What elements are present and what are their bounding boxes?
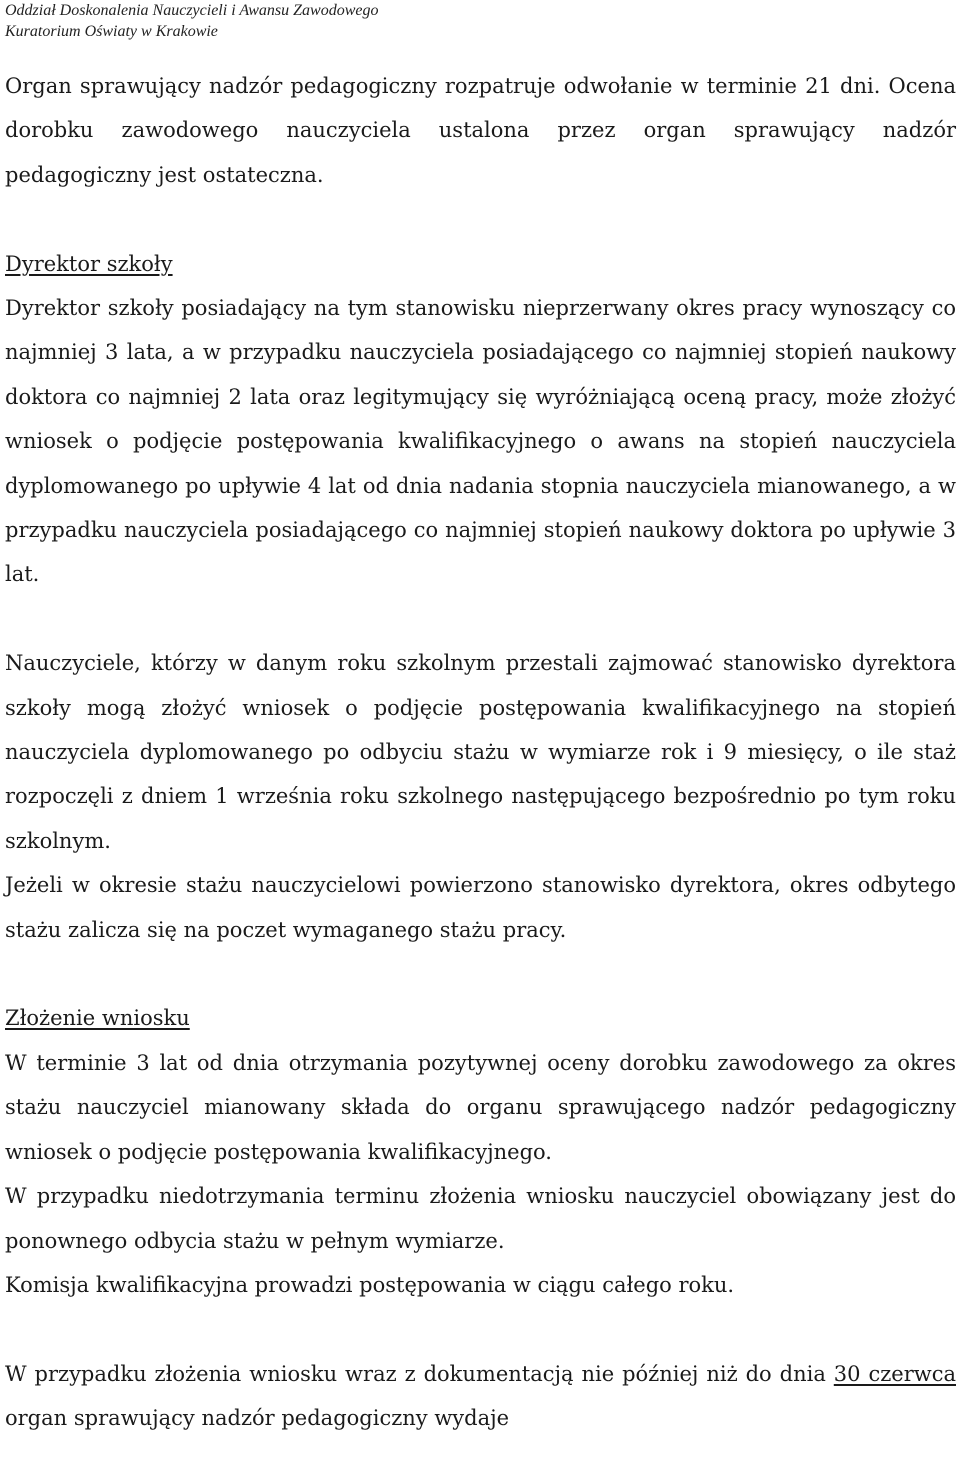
application-paragraph-4 xyxy=(5,1352,956,1441)
header-institution: Oddział Doskonalenia Nauczycieli i Awansu Zawodowego xyxy=(5,2,379,19)
director-paragraph-2: Nauczyciele, którzy w danym roku szkolnym przestali zajmować stanowisko dyrektora szkoły mogą złożyć wniosek o podjęcie postępowania kwalifikacyjnego na stopień nauczyciela dyplomowanego po odbyciu stażu w wymiarze rok i 9 miesięcy, o ile staż rozpoczęli z dniem 1 września roku szkolnego następującego bezpośrednio po tym roku szkolnym. xyxy=(5,651,956,853)
director-paragraph-3: Jeżeli w okresie stażu nauczycielowi powierzono stanowisko dyrektora, okres odbytego stażu zalicza się na poczet wymaganego stażu pracy. xyxy=(5,873,956,942)
paragraph-4-end: organ sprawujący nadzór pedagogiczny wydaje xyxy=(5,1406,510,1431)
section-heading-application: Złożenie wniosku xyxy=(5,1006,190,1031)
intro-paragraph: Organ sprawujący nadzór pedagogiczny rozpatruje odwołanie w terminie 21 dni. Ocena dorobku zawodowego nauczyciela ustalona przez organ sprawujący nadzór pedagogiczny jest ostateczna. xyxy=(5,74,956,187)
header-authority: Kuratorium Oświaty w Krakowie xyxy=(5,23,218,40)
application-paragraph-1: W terminie 3 lat od dnia otrzymania pozytywnej oceny dorobku zawodowego za okres stażu nauczyciel mianowany składa do organu sprawującego nadzór pedagogiczny wniosek o podjęcie postępowania kwalifikacyjnego. xyxy=(5,1050,956,1164)
application-paragraph-2: W przypadku niedotrzymania terminu złożenia wniosku nauczyciel obowiązany jest do ponownego odbycia stażu w pełnym wymiarze. xyxy=(5,1184,956,1253)
section-heading-director: Dyrektor szkoły xyxy=(5,251,173,276)
page-header xyxy=(5,0,378,42)
paragraph-4-start: W przypadku złożenia wniosku wraz z dokumentacją nie później niż do dnia xyxy=(5,1361,834,1386)
deadline-date: 30 czerwca xyxy=(833,1361,956,1386)
application-paragraph-3: Komisja kwalifikacyjna prowadzi postępowania w ciągu całego roku. xyxy=(5,1272,735,1297)
document-body xyxy=(5,64,956,1441)
director-paragraph-1: Dyrektor szkoły posiadający na tym stanowisku nieprzerwany okres pracy wynoszący co najmniej 3 lata, a w przypadku nauczyciela posiadającego co najmniej stopień naukowy doktora co najmniej 2 lata oraz legitymujący się wyróżniającą oceną pracy, może złożyć wniosek o podjęcie postępowania kwalifikacyjnego o awans na stopień nauczyciela dyplomowanego po upływie 4 lat od dnia nadania stopnia nauczyciela mianowanego, a w przypadku nauczyciela posiadającego co najmniej stopień naukowy doktora po upływie 3 lat. xyxy=(5,296,956,587)
